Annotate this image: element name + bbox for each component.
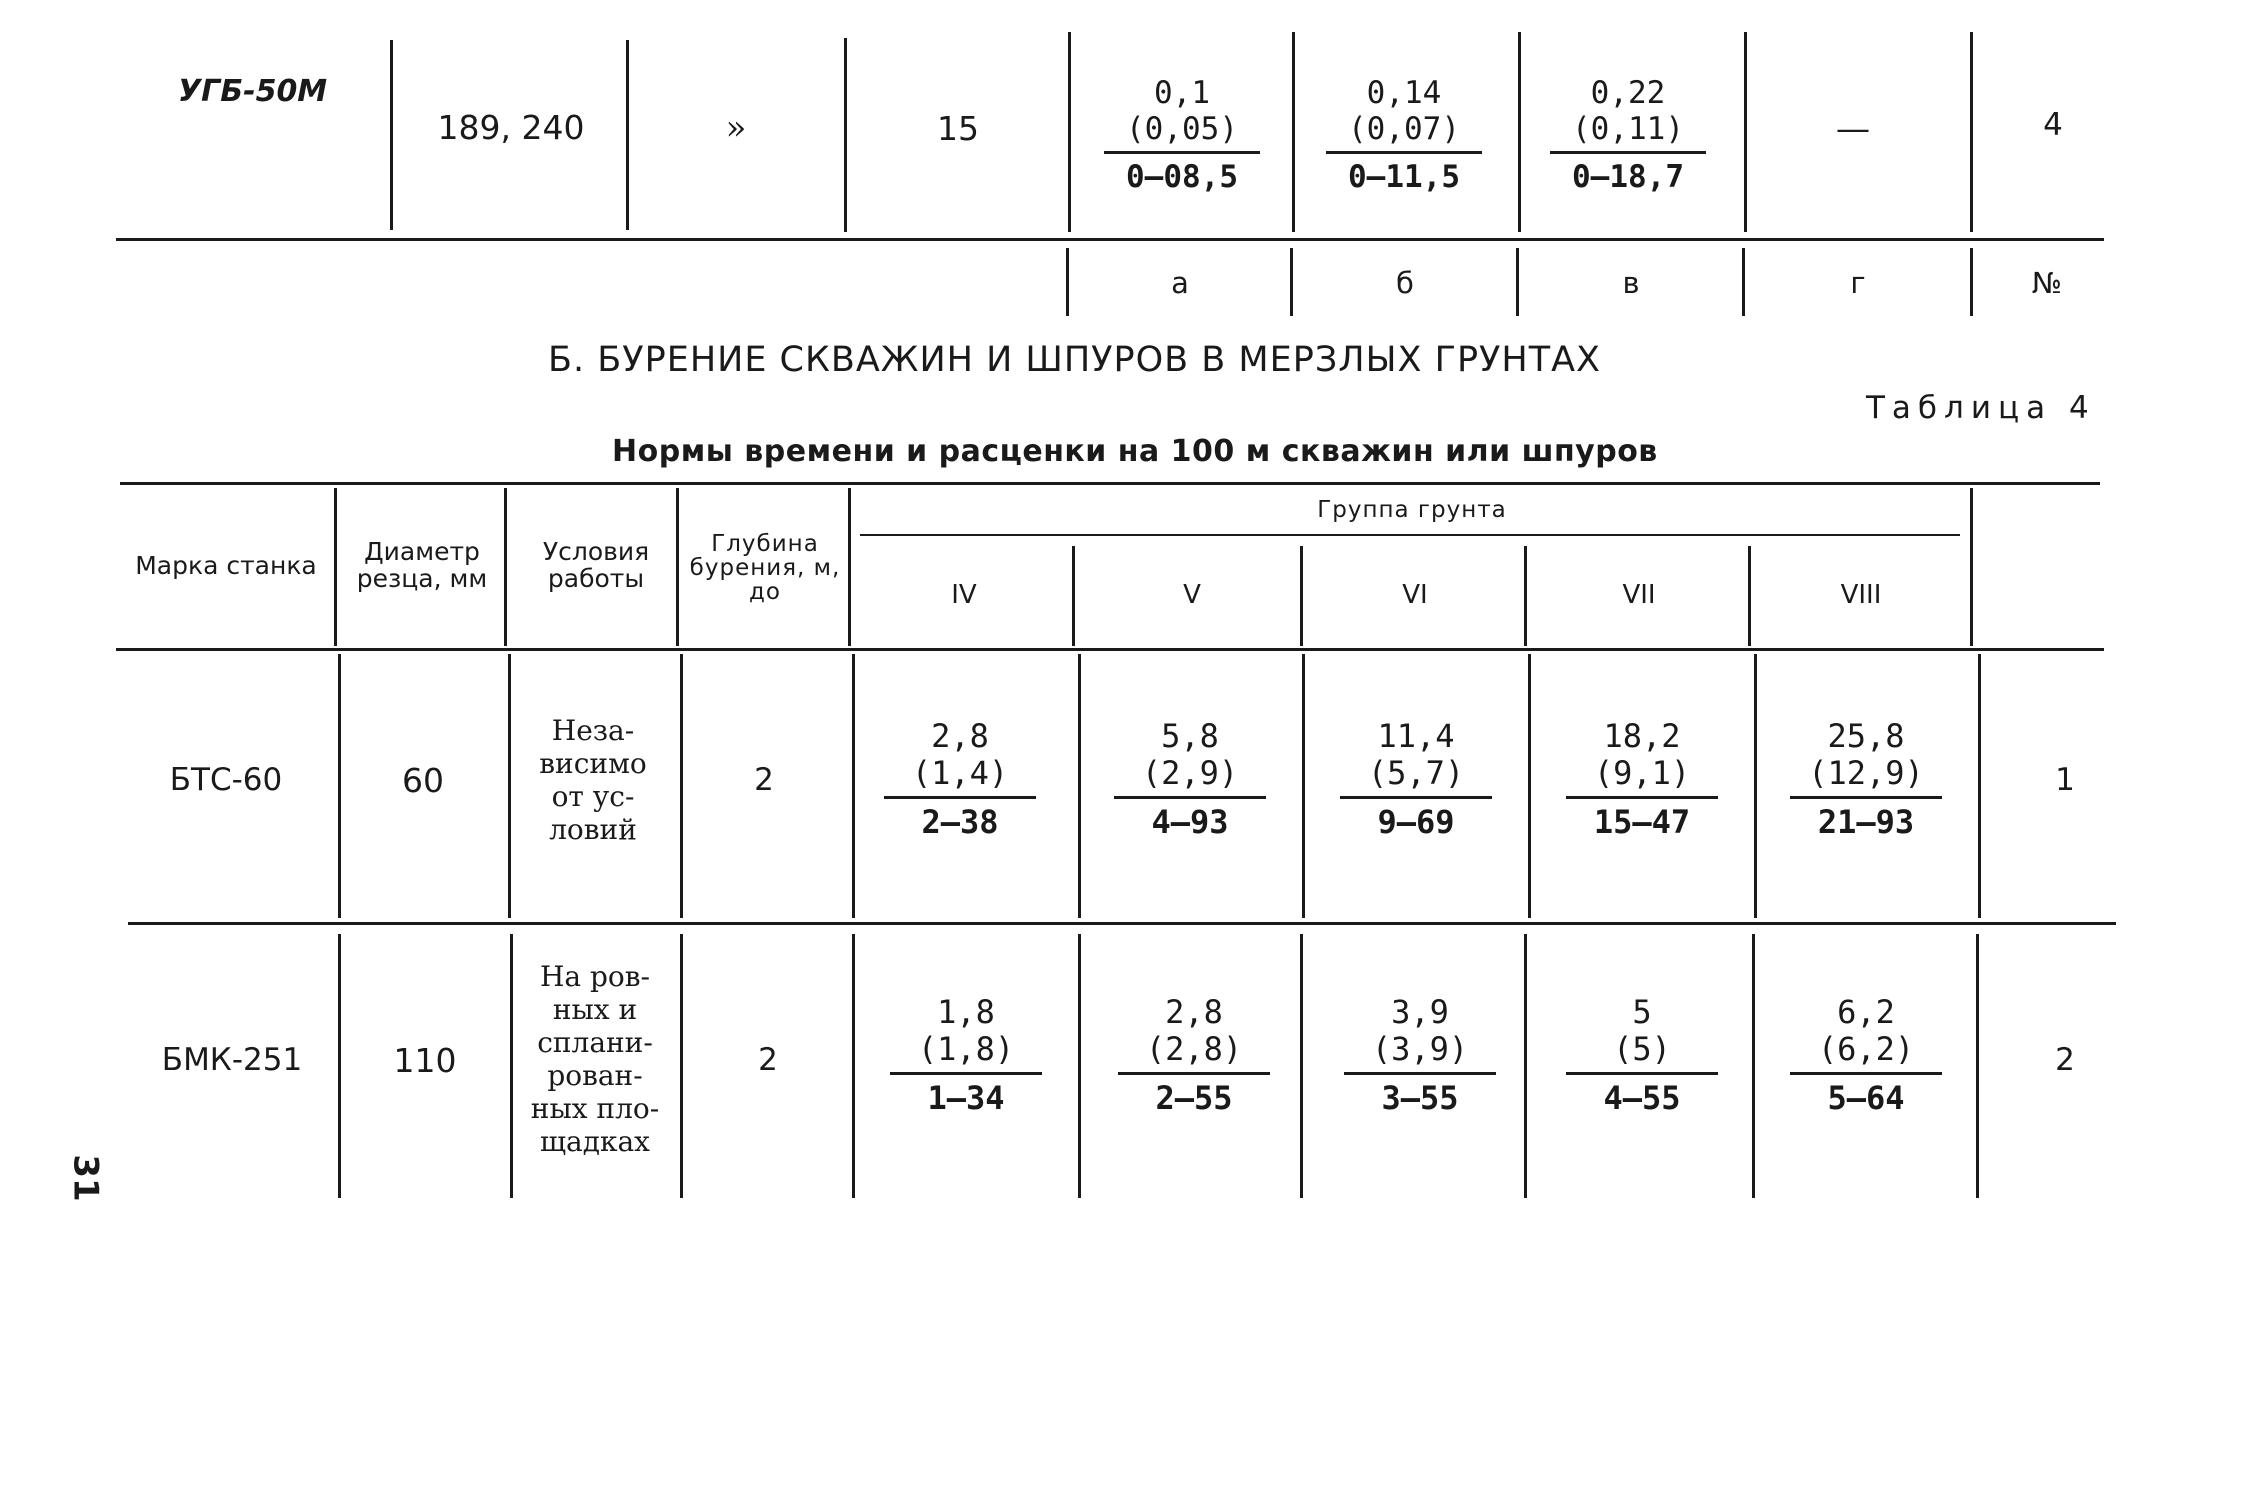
row-divider bbox=[510, 934, 513, 1198]
row2-value-viii bbox=[1786, 994, 1946, 1116]
row-divider bbox=[852, 654, 855, 918]
header-machine: Марка станка bbox=[135, 550, 317, 580]
top-row-machine: УГБ-50М bbox=[178, 74, 328, 109]
header-conditions: Условия работы bbox=[542, 536, 650, 593]
row-divider bbox=[338, 934, 341, 1198]
header-group-viii: VIII bbox=[1840, 580, 1882, 610]
row1-number: 1 bbox=[2055, 762, 2075, 798]
header-diameter: Диаметр резца, мм bbox=[356, 536, 488, 593]
row1-machine: БТС-60 bbox=[169, 762, 283, 798]
price-value: 1—34 bbox=[927, 1078, 1005, 1117]
row2-value-v bbox=[1114, 994, 1274, 1116]
alt-value: (6,2) bbox=[1817, 1029, 1915, 1068]
header-divider bbox=[848, 488, 851, 646]
header-divider bbox=[334, 488, 337, 646]
row-divider bbox=[680, 934, 683, 1198]
top-row-divider bbox=[1518, 32, 1521, 232]
row-divider bbox=[1976, 934, 1979, 1198]
header-divider bbox=[1524, 546, 1527, 646]
column-letter-v: в bbox=[1622, 266, 1640, 300]
price-value: 21—93 bbox=[1817, 802, 1915, 841]
header-group-vii: VII bbox=[1622, 580, 1656, 610]
fraction-bar bbox=[1566, 1072, 1718, 1075]
row-divider bbox=[1302, 654, 1305, 918]
row1-diameter: 60 bbox=[402, 760, 444, 800]
alt-value: (2,9) bbox=[1141, 753, 1239, 792]
price-value: 0—08,5 bbox=[1126, 159, 1238, 196]
header-depth: Глубина бурения, м, до bbox=[689, 530, 841, 606]
row-divider bbox=[1300, 934, 1303, 1198]
top-row-value-c bbox=[1548, 76, 1708, 194]
price-value: 0—11,5 bbox=[1348, 159, 1460, 196]
row-divider bbox=[1078, 654, 1081, 918]
price-value: 4—55 bbox=[1603, 1078, 1681, 1117]
alt-value: (0,05) bbox=[1126, 110, 1238, 147]
fraction-bar bbox=[1118, 1072, 1270, 1075]
norm-value: 18,2 bbox=[1603, 717, 1681, 755]
row1-value-viii bbox=[1786, 718, 1946, 840]
top-row-depth: 15 bbox=[937, 108, 979, 148]
row1-value-vii bbox=[1562, 718, 1722, 840]
top-row-value-b bbox=[1324, 76, 1484, 194]
row2-value-vi bbox=[1340, 994, 1500, 1116]
fraction-bar bbox=[1104, 151, 1260, 154]
norm-value: 5,8 bbox=[1161, 717, 1219, 755]
letter-divider bbox=[1516, 248, 1519, 316]
row-divider bbox=[680, 654, 683, 918]
norm-value: 11,4 bbox=[1377, 717, 1455, 755]
fraction-bar bbox=[1114, 796, 1266, 799]
norm-value: 5 bbox=[1632, 993, 1652, 1031]
header-divider bbox=[1748, 546, 1751, 646]
row1-value-v bbox=[1110, 718, 1270, 840]
header-group-iv: IV bbox=[951, 580, 977, 610]
row2-number: 2 bbox=[2055, 1042, 2075, 1078]
row2-conditions: На ров- ных и сплани- рован- ных пло- щадках bbox=[530, 959, 660, 1159]
fraction-bar bbox=[1340, 796, 1492, 799]
column-letter-a: а bbox=[1171, 266, 1189, 300]
norm-value: 3,9 bbox=[1391, 993, 1449, 1031]
price-value: 3—55 bbox=[1381, 1078, 1459, 1117]
header-divider bbox=[676, 488, 679, 646]
alt-value: (9,1) bbox=[1593, 753, 1691, 792]
letter-divider bbox=[1742, 248, 1745, 316]
fraction-bar bbox=[1566, 796, 1718, 799]
price-value: 9—69 bbox=[1377, 802, 1455, 841]
top-row-divider bbox=[390, 40, 393, 230]
alt-value: (2,8) bbox=[1145, 1029, 1243, 1068]
price-value: 15—47 bbox=[1593, 802, 1691, 841]
top-row-value-a bbox=[1102, 76, 1262, 194]
row1-conditions: Неза- висимо от ус- ловий bbox=[539, 713, 647, 847]
row2-diameter: 110 bbox=[393, 1040, 457, 1080]
header-group-v: V bbox=[1183, 580, 1201, 610]
letter-divider bbox=[1290, 248, 1293, 316]
price-value: 0—18,7 bbox=[1572, 159, 1684, 196]
alt-value: (1,8) bbox=[917, 1029, 1015, 1068]
alt-value: (1,4) bbox=[911, 753, 1009, 792]
top-row-divider bbox=[1292, 32, 1295, 232]
norm-value: 1,8 bbox=[937, 993, 995, 1031]
price-value: 5—64 bbox=[1827, 1078, 1905, 1117]
row-divider bbox=[1978, 654, 1981, 918]
norm-value: 2,8 bbox=[931, 717, 989, 755]
top-row-number: 4 bbox=[2043, 107, 2063, 143]
norm-value: 6,2 bbox=[1837, 993, 1895, 1031]
row-divider bbox=[1528, 654, 1531, 918]
header-divider bbox=[1072, 546, 1075, 646]
row-divider bbox=[852, 934, 855, 1198]
header-soil-group: Группа грунта bbox=[1317, 497, 1507, 523]
fraction-bar bbox=[1790, 796, 1942, 799]
row-divider bbox=[1078, 934, 1081, 1198]
row-separator bbox=[128, 922, 2116, 925]
top-row-diameter: 189, 240 bbox=[437, 107, 585, 147]
top-row-divider bbox=[1744, 32, 1747, 232]
row-divider bbox=[1524, 934, 1527, 1198]
row-divider bbox=[1752, 934, 1755, 1198]
page-number: 31 bbox=[65, 1154, 106, 1202]
header-bottom-rule bbox=[116, 648, 2104, 651]
price-value: 2—55 bbox=[1155, 1078, 1233, 1117]
row2-value-iv bbox=[886, 994, 1046, 1116]
column-number-sign: № bbox=[2031, 266, 2063, 300]
top-row-divider bbox=[1970, 32, 1973, 232]
row1-depth: 2 bbox=[754, 762, 774, 798]
row1-value-vi bbox=[1336, 718, 1496, 840]
row2-value-vii bbox=[1562, 994, 1722, 1116]
alt-value: (0,11) bbox=[1572, 110, 1684, 147]
fraction-bar bbox=[884, 796, 1036, 799]
top-row-divider bbox=[1068, 32, 1071, 232]
column-letter-g: г bbox=[1850, 266, 1866, 300]
norm-value: 0,22 bbox=[1590, 75, 1666, 111]
price-value: 4—93 bbox=[1151, 802, 1229, 841]
row2-depth: 2 bbox=[758, 1042, 778, 1078]
alt-value: (0,07) bbox=[1348, 110, 1460, 147]
table-caption: Нормы времени и расценки на 100 м скважин или шпуров bbox=[612, 434, 1658, 469]
header-divider bbox=[1970, 488, 1973, 646]
row-divider bbox=[508, 654, 511, 918]
row-divider bbox=[1754, 654, 1757, 918]
top-row-divider bbox=[626, 40, 629, 230]
alt-value: (3,9) bbox=[1371, 1029, 1469, 1068]
header-divider bbox=[504, 488, 507, 646]
fraction-bar bbox=[1550, 151, 1706, 154]
row1-value-iv bbox=[880, 718, 1040, 840]
group-underline bbox=[860, 534, 1960, 536]
norm-value: 2,8 bbox=[1165, 993, 1223, 1031]
top-row-divider bbox=[844, 38, 847, 232]
price-value: 2—38 bbox=[921, 802, 999, 841]
letter-divider bbox=[1066, 248, 1069, 316]
fraction-bar bbox=[890, 1072, 1042, 1075]
alt-value: (5,7) bbox=[1367, 753, 1465, 792]
column-letter-b: б bbox=[1396, 266, 1414, 300]
top-row-dash: — bbox=[1836, 109, 1870, 149]
norm-value: 0,14 bbox=[1366, 75, 1442, 111]
top-row-conditions: » bbox=[725, 108, 747, 148]
alt-value: (5) bbox=[1613, 1029, 1671, 1068]
norm-value: 25,8 bbox=[1827, 717, 1905, 755]
row-divider bbox=[338, 654, 341, 918]
section-title: Б. БУРЕНИЕ СКВАЖИН И ШПУРОВ В МЕРЗЛЫХ ГРУНТАХ bbox=[548, 340, 1601, 380]
row2-machine: БМК-251 bbox=[161, 1042, 303, 1078]
alt-value: (12,9) bbox=[1808, 753, 1924, 792]
header-group-vi: VI bbox=[1402, 580, 1428, 610]
table-label: Таблица 4 bbox=[1866, 390, 2096, 426]
fraction-bar bbox=[1790, 1072, 1942, 1075]
table-bottom-rule bbox=[116, 238, 2104, 241]
header-divider bbox=[1300, 546, 1303, 646]
norm-value: 0,1 bbox=[1154, 75, 1210, 111]
fraction-bar bbox=[1326, 151, 1482, 154]
fraction-bar bbox=[1344, 1072, 1496, 1075]
table-top-rule bbox=[120, 482, 2100, 485]
